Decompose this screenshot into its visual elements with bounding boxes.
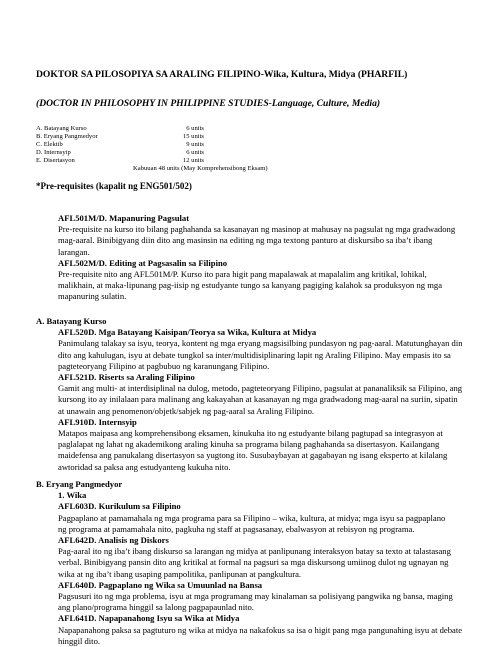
course-description-line: hinggil dito. <box>58 635 101 646</box>
course-description-line: paglalapat ng lahat ng akademikong araling kinuha sa programa bilang paghahanda sa disertasyon. Kailangang <box>58 439 440 450</box>
course-title: AFL501M/D. Mapanuring Pagsulat <box>58 213 190 223</box>
section-a <box>36 316 472 473</box>
course-title: AFL640D. Pagpaplano ng Wika sa Umuunlad na Bansa <box>58 579 263 590</box>
units-label: B. Eryang Pangmedyor <box>36 133 98 140</box>
course-description-line: wika at ng iba’t ibang usaping pampolitika, panlipunan at pangkultura. <box>58 568 302 579</box>
units-value: 9 units <box>186 141 204 148</box>
units-row <box>36 141 336 149</box>
course-description-line: verbal. Binibigyang pansin dito ang kritikal at formal na pagsuri sa mga diskursong umiinog dulot ng ugnayan ng <box>58 557 449 568</box>
course-description-line: at unawain ang penomenon/objetk/sabjek ng pag-aaral sa Araling Filipino. <box>58 405 315 416</box>
section-heading: B. Eryang Pangmedyor <box>36 479 123 489</box>
course-title: AFL521D. Riserts sa Araling Filipino <box>58 372 195 383</box>
section-subheading: 1. Wika <box>58 490 87 501</box>
section-heading: A. Batayang Kurso <box>36 316 107 326</box>
course-description-line: Panimulang talakay sa isyu, teorya, kontent ng mga eryang magsisilbing pundasyon ng pag-aaral. Matutunghayan din <box>58 338 463 349</box>
units-row <box>36 133 336 141</box>
course-title: AFL603D. Kurikulum sa Filipino <box>58 501 181 512</box>
prereq-section <box>36 213 472 303</box>
prereq-heading: *Pre-requisites (kapalit ng ENG501/502) <box>36 181 192 191</box>
units-row <box>36 125 336 133</box>
units-label: E. Disertasyon <box>36 157 75 164</box>
course-title: AFL641D. Napapanahong Isyu sa Wika at Midya <box>58 613 240 624</box>
course-description-line: Pre-requisite nito ang AFL501M/P. Kurso ito para higit pang mapalawak at mapalalim ang kritikal, lohikal, <box>58 269 427 280</box>
course-description-line: Pag-aaral ito ng iba’t ibang diskurso sa larangan ng midya at panlipunang interaksyon batay sa texto at talastasang <box>58 546 451 557</box>
units-row <box>36 149 336 157</box>
course-description-line: Pre-requisite na kurso ito bilang paghahanda sa kasanayan ng masinop at mahusay na pagsulat ng mga gradwadong <box>58 224 456 235</box>
course-description-line: larangan. <box>58 246 90 257</box>
course-description-line: Napapanahong paksa sa pagtuturo ng wika at midya na nakafokus sa isa o higit pang mga pangunahing isyu at debate <box>58 624 463 635</box>
units-label: D. Internsyip <box>36 149 71 156</box>
course-title: AFL520D. Mga Batayang Kaisipan/Teorya sa Wika, Kultura at Midya <box>58 327 317 338</box>
course-description-line: kursong ito ay inilalaan para malinang ang kakayahan at kasanayan ng mga gradwadong mag-aaral na suriin, sipatin <box>58 394 458 405</box>
document-title: DOKTOR SA PILOSOPIYA SA ARALING FILIPINO-Wika, Kultura, Midya (PHARFIL) <box>36 69 408 80</box>
course-title: AFL502M/D. Editing at Pagsasalin sa Filipino <box>58 257 228 268</box>
course-title: AFL642D. Analisis ng Diskors <box>58 535 169 546</box>
course-description-line: ng programa at pamamahala nito, pagkuha ng staff at pagsasanay, ebalwasyon at rebisyon ng programa. <box>58 523 415 534</box>
course-description-line: mapanuring sulatin. <box>58 291 127 302</box>
units-total-row <box>36 165 336 173</box>
units-label: C. Elektib <box>36 141 63 148</box>
course-description-line: maidefensa ang panukalang disertasyon sa yugtong ito. Susubaybayan at gagabayan ng isang eksperto at kilalang <box>58 450 448 461</box>
course-description-line: Gamit ang multi- at interdisiplinal na dulog, metodo, pagteteoryang Filipino, pagsulat at pananaliksik sa Filipino, ang <box>58 383 463 394</box>
units-value: 6 units <box>186 125 204 132</box>
course-description-line: pagteteoryang Filipino at pagbubuo ng karanungang Filipino. <box>58 360 270 371</box>
course-description-line: Matapos maipasa ang komprehensibong eksamen, kinukuha ito ng estudyante bilang pagtupad sa integrasyon at <box>58 428 443 439</box>
document-subtitle: (DOCTOR IN PHILOSOPHY IN PHILIPPINE STUDIES-Language, Culture, Media) <box>36 98 381 109</box>
units-value: 15 units <box>182 133 204 140</box>
course-description-line: malikhain, at maka-lipunang pag-iisip ng estudyante tungo sa kanyang pagiging kalahok sa produksyon ng mga <box>58 280 443 291</box>
section-b <box>36 479 472 647</box>
course-description-line: dito ang kahulugan, isyu at debate tungkol sa inter/multidisiplinaring lapit ng Araling Filipino. May empasis ito sa <box>58 349 451 360</box>
course-description-line: Pagsusuri ito ng mga problema, isyu at mga programang may kinalaman sa polisiyang pangwika ng bansa, maging <box>58 591 453 602</box>
units-table <box>36 125 336 173</box>
units-value: 6 units <box>186 149 204 156</box>
course-description-line: awtoridad sa paksa ang estudyanteng kukuha nito. <box>58 461 231 472</box>
units-value: 12 units <box>182 157 204 164</box>
course-description-line: ang plano/programa hinggil sa lalong pagpapaunlad nito. <box>58 602 254 613</box>
course-title: AFL910D. Internsyip <box>58 416 137 427</box>
units-total: Kabuuan 48 units (May Komprehensibong Eksam) <box>133 165 268 172</box>
units-label: A. Batayang Kurso <box>36 125 87 132</box>
units-row <box>36 157 336 165</box>
course-description-line: mag-aaral. Binibigyang diin dito ang masinsin na editing ng mga textong panturo at diskursibo sa iba’t ibang <box>58 235 433 246</box>
course-description-line: Pagpaplano at pamamahala ng mga programa para sa Filipino – wika, kultura, at midya; mga isyu sa pagpaplano <box>58 512 446 523</box>
